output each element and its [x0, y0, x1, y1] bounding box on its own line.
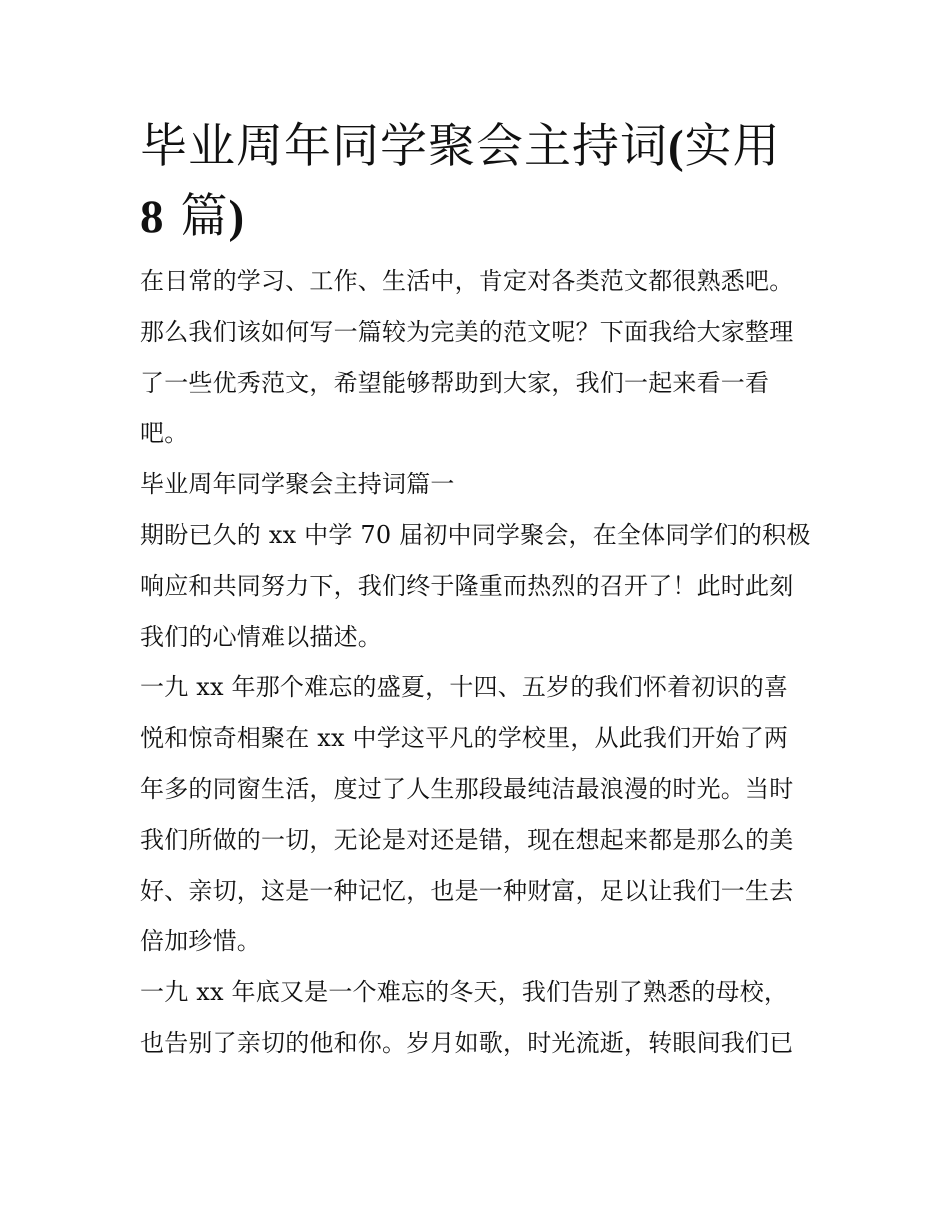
body-line: 吧。 — [140, 419, 189, 448]
document-body — [140, 256, 820, 1069]
title-paren-open: ( — [668, 121, 685, 173]
document-content — [140, 112, 820, 1069]
body-line: 悦和惊奇相聚在 xx 中学这平凡的学校里，从此我们开始了两 — [140, 724, 789, 753]
body-line: 我们所做的一切，无论是对还是错，现在想起来都是那么的美 — [140, 825, 794, 854]
title-text-piece: 篇 — [180, 189, 229, 244]
title-text-practical: 实用 — [684, 119, 781, 174]
body-line: 年多的同窗生活，度过了人生那段最纯洁最浪漫的时光。当时 — [140, 774, 794, 803]
body-line: 那么我们该如何写一篇较为完美的范文呢？下面我给大家整理 — [140, 317, 794, 346]
body-line: 好、亲切，这是一种记忆，也是一种财富，足以让我们一生去 — [140, 876, 794, 905]
section-heading: 毕业周年同学聚会主持词篇一 — [140, 470, 455, 499]
body-line: 一九 xx 年那个难忘的盛夏，十四、五岁的我们怀着初识的喜 — [140, 673, 789, 702]
body-line: 我们的心情难以描述。 — [140, 622, 382, 651]
body-line: 倍加珍惜。 — [140, 927, 261, 956]
body-line: 了一些优秀范文，希望能够帮助到大家，我们一起来看一看 — [140, 368, 770, 397]
title-paren-close: ) — [228, 191, 246, 243]
title-count: 8 — [140, 191, 165, 243]
body-line: 一九 xx 年底又是一个难忘的冬天，我们告别了熟悉的母校， — [140, 978, 789, 1007]
body-line: 响应和共同努力下，我们终于隆重而热烈的召开了！此时此刻 — [140, 571, 794, 600]
title-text-main: 毕业周年同学聚会主持词 — [140, 119, 668, 174]
document-title — [140, 112, 820, 252]
body-line: 期盼已久的 xx 中学 70 届初中同学聚会，在全体同学们的积极 — [140, 520, 811, 549]
body-line: 也告别了亲切的他和你。岁月如歌，时光流逝，转眼间我们已 — [140, 1028, 794, 1057]
body-line: 在日常的学习、工作、生活中，肯定对各类范文都很熟悉吧。 — [140, 267, 794, 295]
